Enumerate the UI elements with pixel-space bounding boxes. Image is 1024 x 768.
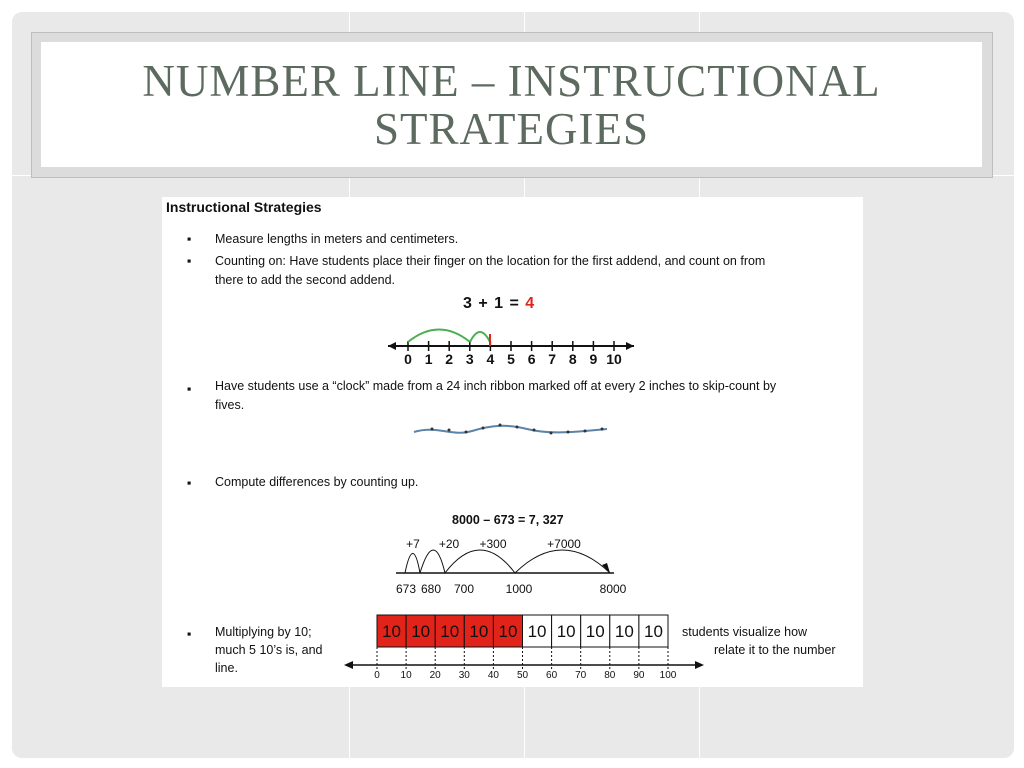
ten-box-label: 10: [411, 622, 431, 641]
equation-answer: 4: [525, 295, 536, 312]
jump-arc-3-to-4: [470, 332, 490, 342]
point-label: 8000: [599, 582, 627, 596]
tick-label: 0: [404, 351, 412, 367]
tens-tick-label: 70: [575, 670, 587, 681]
ten-box-label: 10: [643, 622, 663, 641]
tens-tick-label: 10: [400, 670, 412, 681]
tens-tick-label: 20: [429, 670, 441, 681]
bullet-measure-lengths: Measure lengths in meters and centimeters.: [215, 232, 459, 246]
ten-box-label: 10: [556, 622, 576, 641]
equation-8000-minus-673: 8000 – 673 = 7, 327: [452, 513, 564, 527]
ribbon-mark: [482, 427, 485, 430]
ten-box-label: 10: [614, 622, 634, 641]
ten-box-label: 10: [469, 622, 489, 641]
tens-tick-label: 40: [487, 670, 499, 681]
bullet-multiplying-right-2: relate it to the number: [714, 643, 836, 657]
bullet-multiplying-line-3: line.: [215, 661, 238, 675]
tens-tick-label: 100: [659, 670, 677, 681]
ribbon-mark: [601, 428, 604, 431]
right-arrow-icon: [695, 661, 704, 669]
point-label: 1000: [505, 582, 533, 596]
bullet-counting-on-line-1: Counting on: Have students place their finger on the location for the first addend, and count on from: [215, 254, 766, 268]
bullet-icon: ▪: [187, 476, 192, 490]
jump-arc-0-to-3: [408, 330, 470, 343]
equation-left: 3 + 1 =: [463, 295, 526, 312]
ten-box-label: 10: [585, 622, 605, 641]
ribbon-mark: [567, 431, 570, 434]
tick-label: 6: [527, 351, 536, 367]
jump-label: +20: [438, 537, 460, 551]
ten-box-label: 10: [382, 622, 402, 641]
tick-label: 4: [486, 351, 495, 367]
tick-label: 1: [424, 351, 433, 367]
tens-tick-label: 50: [516, 670, 529, 681]
jump-arc-plus-7000: [515, 550, 610, 573]
arrowhead-icon: [602, 563, 610, 573]
content-heading: Instructional Strategies: [166, 199, 322, 215]
bullet-icon: ▪: [187, 232, 192, 246]
tens-tick-label: 90: [633, 670, 645, 681]
bullet-multiplying-right-1: students visualize how: [682, 625, 808, 639]
ribbon-mark: [550, 432, 553, 435]
bullet-multiplying-line-2: much 5 10’s is, and: [215, 643, 323, 657]
left-arrow-icon: [344, 661, 353, 669]
tens-tick-label: 30: [458, 670, 470, 681]
ribbon-mark: [499, 424, 502, 427]
point-label: 700: [453, 582, 475, 596]
tick-label: 2: [445, 351, 454, 367]
bullet-ribbon-line-2: fives.: [215, 398, 245, 412]
tens-tick-label: 80: [604, 670, 616, 681]
point-label: 680: [420, 582, 442, 596]
right-arrow-icon: [626, 342, 634, 350]
tick-label: 3: [465, 351, 474, 367]
counting-up-diagram: [396, 537, 627, 596]
tick-label: 9: [589, 351, 598, 367]
bullet-multiplying-line-1: Multiplying by 10;: [215, 625, 312, 639]
bullet-icon: ▪: [187, 382, 192, 396]
tens-tick-label: 0: [374, 670, 380, 681]
point-label: 673: [395, 582, 417, 596]
ribbon-illustration: [414, 424, 607, 435]
ten-box-label: 10: [440, 622, 460, 641]
diagrams-svg: [162, 197, 863, 687]
ribbon-mark: [465, 431, 468, 434]
jump-label: +7000: [547, 537, 581, 551]
tick-label: 5: [507, 351, 515, 367]
jump-label: +300: [479, 537, 507, 551]
ribbon-mark: [533, 429, 536, 432]
bullet-icon: ▪: [187, 254, 192, 268]
tick-label: 7: [548, 351, 557, 367]
bullet-icon: ▪: [187, 627, 192, 641]
jump-label: +7: [406, 537, 420, 551]
jump-arc-plus-300: [445, 550, 515, 573]
ribbon-mark: [448, 429, 451, 432]
tens-number-line: [344, 615, 704, 681]
slide-title-line-1: NUMBER LINE – INSTRUCTIONAL: [142, 55, 881, 106]
tick-label: 10: [606, 351, 622, 367]
ribbon-mark: [584, 430, 587, 433]
jump-arc-plus-7: [405, 554, 420, 574]
instructional-strategies-image: [162, 197, 863, 687]
bullet-compute-differences: Compute differences by counting up.: [215, 475, 419, 489]
bullet-ribbon-line-1: Have students use a “clock” made from a 24 inch ribbon marked off at every 2 inches to skip-count by: [215, 379, 777, 393]
left-arrow-icon: [388, 342, 396, 350]
ribbon-mark: [431, 428, 434, 431]
ribbon-mark: [516, 426, 519, 429]
jump-arc-plus-20: [420, 550, 445, 573]
ribbon-line: [414, 426, 607, 433]
number-line-0-to-10: [388, 330, 634, 368]
ten-box-label: 10: [498, 622, 518, 641]
title-box: [41, 42, 982, 167]
tens-tick-label: 60: [546, 670, 558, 681]
slide-title-line-2: STRATEGIES: [373, 103, 649, 154]
tick-label: 8: [568, 351, 577, 367]
ten-box-label: 10: [527, 622, 547, 641]
bullet-counting-on-line-2: there to add the second addend.: [215, 273, 396, 287]
